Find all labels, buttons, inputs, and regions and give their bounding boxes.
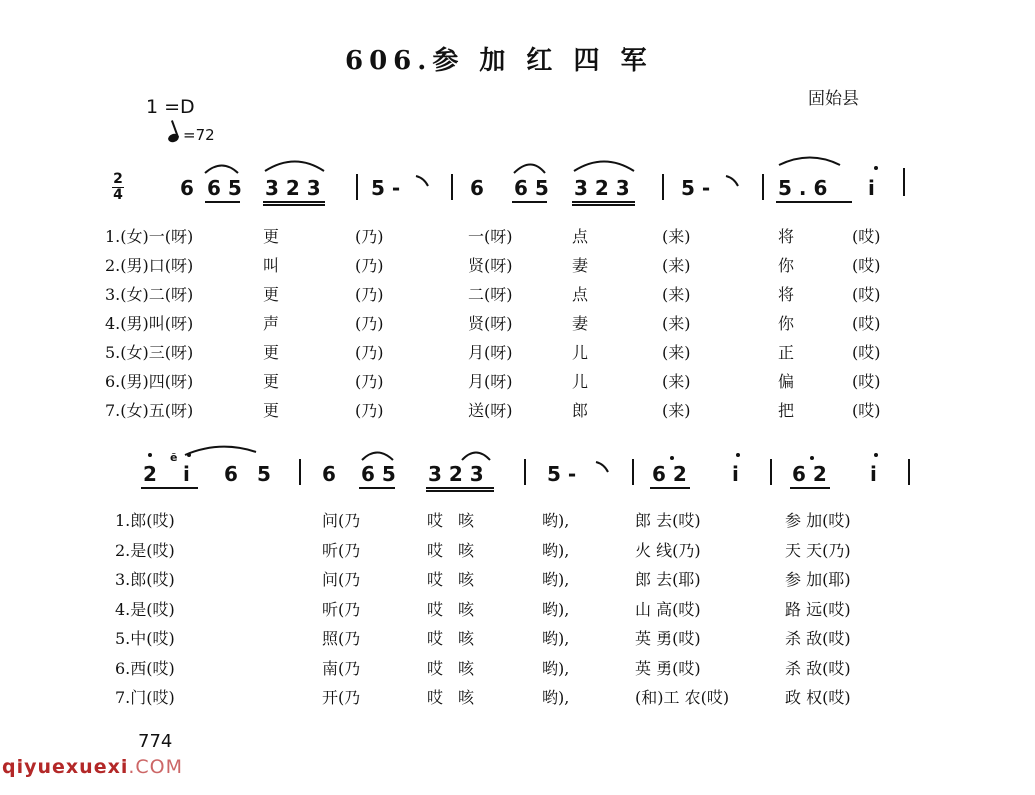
- lyric-cell: 咳: [458, 599, 475, 619]
- lyric-cell: 英 勇(哎): [635, 658, 701, 678]
- staff1-note: 6: [180, 176, 194, 200]
- lyric-cell: 哎: [427, 658, 444, 678]
- lyric-cell: 将: [778, 227, 795, 246]
- lyric-cell: 照(乃: [322, 629, 361, 648]
- lyric-cell: 1.(女)一(呀): [105, 227, 194, 246]
- staff1-note: i: [868, 176, 875, 200]
- time-sig-top: 2: [113, 171, 123, 187]
- lyric-cell: 路 远(哎): [785, 599, 851, 619]
- staff1-note: 5 -: [681, 176, 711, 200]
- lyric-cell: (来): [662, 227, 691, 246]
- staff2-note: 6: [224, 462, 238, 486]
- lyric-cell: 7.(女)五(呀): [105, 401, 194, 420]
- lyric-cell: 更: [263, 343, 280, 362]
- lyric-cell: 咳: [458, 629, 475, 648]
- lyric-cell: 点: [572, 285, 589, 304]
- lyric-cell: 杀 敌(哎): [785, 658, 851, 678]
- lyric-cell: (乃): [355, 314, 384, 333]
- lyric-cell: 咳: [458, 658, 475, 678]
- lyric-cell: 5.(女)三(呀): [105, 343, 194, 362]
- lyric-cell: 更: [263, 372, 280, 391]
- staff1-note: 3 2 3: [265, 176, 321, 200]
- lyric-cell: 哎: [427, 511, 444, 530]
- lyric-cell: 哎: [427, 570, 444, 589]
- lyric-cell: (来): [662, 372, 691, 391]
- lyric-cell: 把: [778, 401, 795, 420]
- lyric-cell: (乃): [355, 227, 384, 246]
- lyric-cell: 哎: [427, 540, 444, 560]
- lyric-cell: (哎): [852, 314, 881, 333]
- lyric-cell: 问(乃: [322, 570, 361, 589]
- lyric-cell: 哟),: [542, 658, 570, 678]
- lyric-cell: (来): [662, 256, 691, 275]
- lyric-cell: 咳: [458, 570, 475, 589]
- staff2-note: 3 2 3: [428, 462, 484, 486]
- staff1-note: 5 -: [371, 176, 401, 200]
- lyric-cell: (乃): [355, 372, 384, 391]
- lyric-cell: 火 线(乃): [635, 540, 701, 560]
- lyric-cell: (哎): [852, 372, 881, 391]
- lyric-cell: 点: [572, 227, 589, 246]
- lyric-cell: 郎: [572, 401, 589, 420]
- lyric-cell: 3.(女)二(呀): [105, 285, 194, 304]
- tempo-value: =72: [183, 126, 215, 144]
- lyric-cell: (哎): [852, 285, 881, 304]
- staff1-note: 5 . 6: [778, 176, 828, 200]
- lyric-cell: 贤(呀): [468, 256, 513, 275]
- lyric-cell: 哟),: [542, 570, 570, 589]
- lyric-cell: 听(乃: [322, 540, 361, 560]
- lyric-cell: 郎 去(耶): [635, 570, 701, 589]
- lyric-cell: 政 权(哎): [785, 688, 851, 707]
- lyric-cell: 月(呀): [468, 372, 513, 391]
- lyric-cell: 杀 敌(哎): [785, 629, 851, 648]
- song-title: 606.参 加 红 四 军: [345, 46, 653, 76]
- lyric-cell: 4.(男)叫(呀): [105, 314, 194, 333]
- lyric-cell: (来): [662, 401, 691, 420]
- lyric-cell: 将: [778, 285, 795, 304]
- lyric-cell: 2.(男)口(呀): [105, 256, 194, 275]
- lyric-cell: 开(乃: [322, 688, 361, 707]
- lyric-cell: 问(乃: [322, 511, 361, 530]
- lyric-cell: 哎: [427, 599, 444, 619]
- lyric-cell: 更: [263, 227, 280, 246]
- staff2-note: i: [183, 462, 190, 486]
- lyric-cell: 妻: [572, 256, 589, 275]
- staff2-note: 2: [143, 462, 157, 486]
- lyric-cell: 哟),: [542, 511, 570, 530]
- lyric-cell: 参 加(耶): [785, 570, 851, 589]
- watermark: qiyuexuexi.COM: [2, 756, 184, 778]
- lyric-cell: 咳: [458, 511, 475, 530]
- staff1-note: 6 5: [207, 176, 242, 200]
- lyric-cell: (哎): [852, 343, 881, 362]
- lyric-cell: (和)工 农(哎): [635, 688, 730, 707]
- lyric-cell: 哟),: [542, 629, 570, 648]
- lyric-cell: 叫: [263, 256, 280, 275]
- region-label: 固始县: [808, 89, 859, 109]
- lyric-cell: 更: [263, 401, 280, 420]
- lyric-cell: 听(乃: [322, 599, 361, 619]
- lyric-cell: 哟),: [542, 599, 570, 619]
- lyric-cell: 哟),: [542, 540, 570, 560]
- staff2-note: 5: [257, 462, 271, 486]
- grace-notes: ẽ: [170, 451, 178, 464]
- lyric-cell: 咳: [458, 540, 475, 560]
- lyric-cell: 儿: [572, 372, 589, 391]
- staff1-note: 3 2 3: [574, 176, 630, 200]
- lyric-cell: 2.是(哎): [115, 540, 175, 560]
- staff2-note: 6 5: [361, 462, 396, 486]
- page-number: 774: [138, 731, 173, 752]
- lyric-cell: 5.中(哎): [115, 629, 175, 648]
- lyric-cell: 正: [778, 343, 795, 362]
- staff2-note: 6 2: [792, 462, 827, 486]
- staff2-note: i: [870, 462, 877, 486]
- lyric-cell: 你: [778, 314, 795, 333]
- lyric-cell: 天 天(乃): [785, 540, 851, 560]
- lyric-cell: 送(呀): [468, 401, 513, 420]
- lyric-cell: 1.郎(哎): [115, 511, 175, 530]
- lyric-cell: 二(呀): [468, 285, 513, 304]
- lyric-cell: 声: [263, 314, 280, 333]
- lyric-cell: 4.是(哎): [115, 599, 175, 619]
- lyric-cell: 参 加(哎): [785, 511, 851, 530]
- lyric-cell: 一(呀): [468, 227, 513, 246]
- lyric-cell: 哎: [427, 629, 444, 648]
- lyric-cell: (乃): [355, 401, 384, 420]
- staff1-note: 6 5: [514, 176, 549, 200]
- lyric-cell: 郎 去(哎): [635, 511, 701, 530]
- staff1-note: 6: [470, 176, 484, 200]
- lyric-cell: 6.(男)四(呀): [105, 372, 194, 391]
- lyric-cell: (哎): [852, 256, 881, 275]
- lyric-cell: 更: [263, 285, 280, 304]
- key-signature: 1 =D: [146, 96, 195, 118]
- lyric-cell: 贤(呀): [468, 314, 513, 333]
- lyric-cell: (哎): [852, 227, 881, 246]
- lyric-cell: (乃): [355, 343, 384, 362]
- staff2-note: i: [732, 462, 739, 486]
- lyric-cell: 咳: [458, 688, 475, 707]
- lyric-cell: (来): [662, 285, 691, 304]
- lyric-cell: (来): [662, 343, 691, 362]
- time-sig-bottom: 4: [113, 187, 123, 203]
- lyric-cell: 哟),: [542, 688, 570, 707]
- staff2-note: 5 -: [547, 462, 577, 486]
- lyric-cell: 3.郎(哎): [115, 570, 175, 589]
- lyric-cell: (来): [662, 314, 691, 333]
- staff2-note: 6 2: [652, 462, 687, 486]
- lyric-cell: 儿: [572, 343, 589, 362]
- lyric-cell: 山 高(哎): [635, 599, 701, 619]
- lyric-cell: 7.门(哎): [115, 688, 175, 707]
- lyric-cell: 英 勇(哎): [635, 629, 701, 648]
- lyric-cell: (乃): [355, 256, 384, 275]
- lyric-cell: 哎: [427, 688, 444, 707]
- lyric-cell: 偏: [778, 372, 795, 391]
- lyric-cell: (哎): [852, 401, 881, 420]
- lyric-cell: 你: [778, 256, 795, 275]
- lyric-cell: (乃): [355, 285, 384, 304]
- lyric-cell: 月(呀): [468, 343, 513, 362]
- staff2-note: 6: [322, 462, 336, 486]
- lyric-cell: 南(乃: [322, 658, 361, 678]
- lyric-cell: 6.西(哎): [115, 658, 175, 678]
- lyric-cell: 妻: [572, 314, 589, 333]
